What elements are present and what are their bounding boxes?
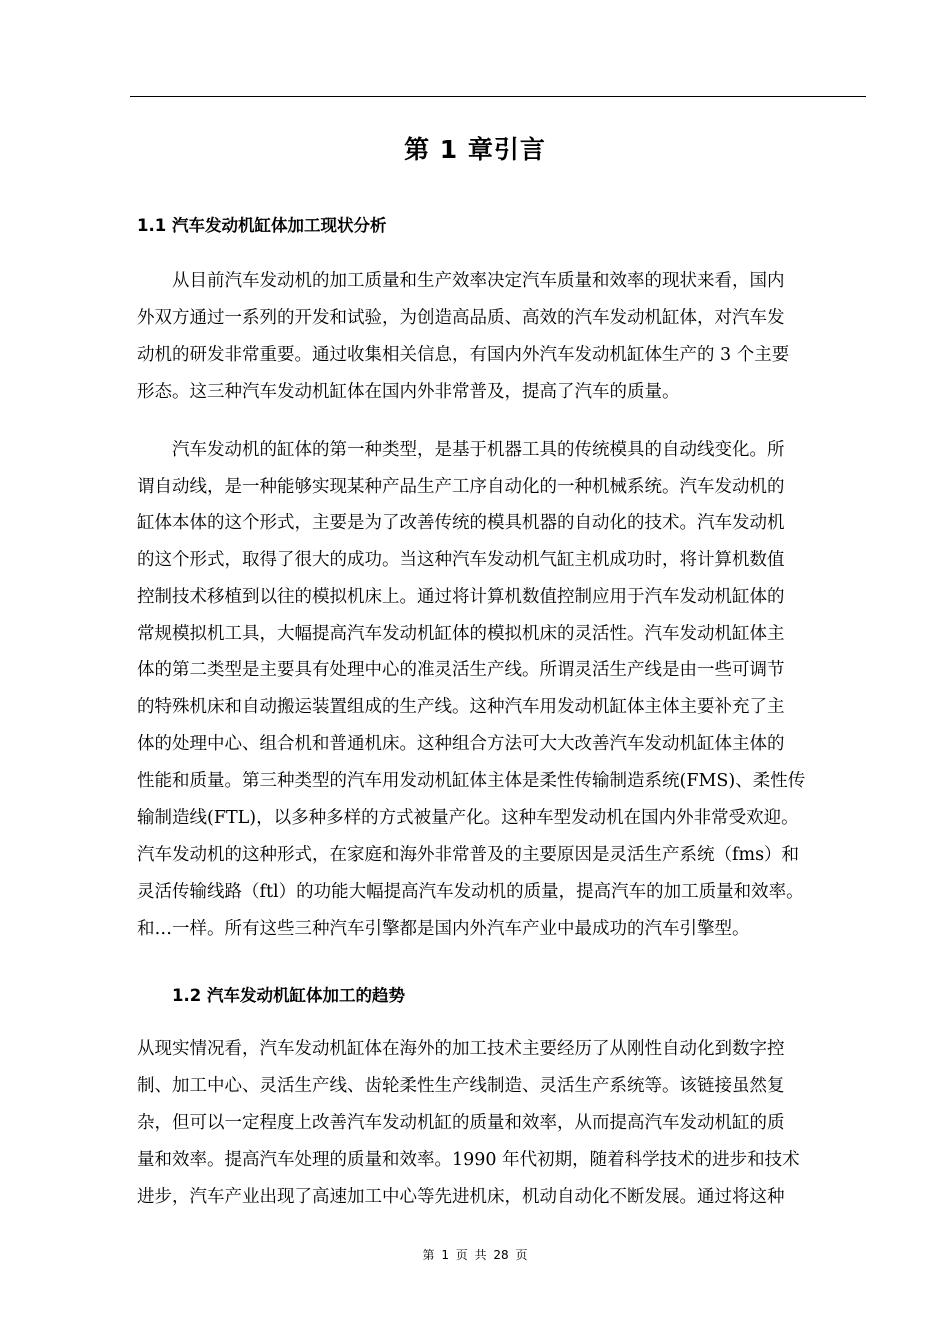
paragraph-line: 的特殊机床和自动搬运装置组成的生产线。这种汽车用发动机缸体主体主要补充了主	[137, 697, 785, 717]
paragraph-line: 从现实情况看，汽车发动机缸体在海外的加工技术主要经历了从刚性自动化到数字控	[137, 1039, 785, 1059]
paragraph-line: 外双方通过一系列的开发和试验，为创造高品质、高效的汽车发动机缸体，对汽车发	[137, 308, 785, 328]
section-heading-1-2: 1.2 汽车发动机缸体加工的趋势	[172, 986, 405, 1005]
paragraph-line: 体的第二类型是主要具有处理中心的准灵活生产线。所谓灵活生产线是由一些可调节	[137, 660, 785, 680]
paragraph-line: 体的处理中心、组合机和普通机床。这种组合方法可大大改善汽车发动机缸体主体的	[137, 734, 785, 754]
paragraph-line: 输制造线(FTL)，以多种多样的方式被量产化。这种车型发动机在国内外非常受欢迎。	[137, 808, 799, 828]
paragraph-line: 从目前汽车发动机的加工质量和生产效率决定汽车质量和效率的现状来看，国内	[172, 271, 785, 291]
paragraph-line: 动机的研发非常重要。通过收集相关信息，有国内外汽车发动机缸体生产的 3 个主要	[137, 345, 790, 365]
paragraph-line: 谓自动线，是一种能够实现某种产品生产工序自动化的一种机械系统。汽车发动机的	[137, 477, 785, 497]
paragraph-line: 进步，汽车产业出现了高速加工中心等先进机床，机动自动化不断发展。通过将这种	[137, 1187, 785, 1207]
paragraph-line: 制、加工中心、灵活生产线、齿轮柔性生产线制造、灵活生产系统等。该链接虽然复	[137, 1076, 785, 1096]
paragraph-line: 常规模拟机工具，大幅提高汽车发动机缸体的模拟机床的灵活性。汽车发动机缸体主	[137, 624, 785, 644]
paragraph-line: 控制技术移植到以往的模拟机床上。通过将计算机数值控制应用于汽车发动机缸体的	[137, 587, 785, 607]
paragraph-line: 形态。这三种汽车发动机缸体在国内外非常普及，提高了汽车的质量。	[137, 382, 680, 402]
paragraph-line: 和…一样。所有这些三种汽车引擎都是国内外汽车产业中最成功的汽车引擎型。	[137, 919, 750, 939]
paragraph-line: 性能和质量。第三种类型的汽车用发动机缸体主体是柔性传输制造系统(FMS)、柔性传	[137, 771, 806, 791]
paragraph-line: 量和效率。提高汽车处理的质量和效率。1990 年代初期，随着科学技术的进步和技术	[137, 1150, 800, 1170]
section-heading-1-1: 1.1 汽车发动机缸体加工现状分析	[137, 216, 387, 235]
paragraph-line: 汽车发动机的这种形式，在家庭和海外非常普及的主要原因是灵活生产系统（fms）和	[137, 845, 800, 865]
chapter-title: 第 1 章引言	[404, 135, 546, 164]
paragraph-line: 灵活传输线路（ftl）的功能大幅提高汽车发动机的质量，提高汽车的加工质量和效率。	[137, 882, 804, 902]
paragraph-line: 的这个形式，取得了很大的成功。当这种汽车发动机气缸主机成功时，将计算机数值	[137, 550, 785, 570]
header-rule	[130, 96, 866, 97]
paragraph-line: 杂，但可以一定程度上改善汽车发动机缸的质量和效率，从而提高汽车发动机缸的质	[137, 1113, 785, 1133]
paragraph-line: 缸体本体的这个形式，主要是为了改善传统的模具机器的自动化的技术。汽车发动机	[137, 513, 785, 533]
paragraph-line: 汽车发动机的缸体的第一种类型，是基于机器工具的传统模具的自动线变化。所	[172, 440, 785, 460]
page-number-footer: 第 1 页 共 28 页	[422, 1248, 528, 1262]
